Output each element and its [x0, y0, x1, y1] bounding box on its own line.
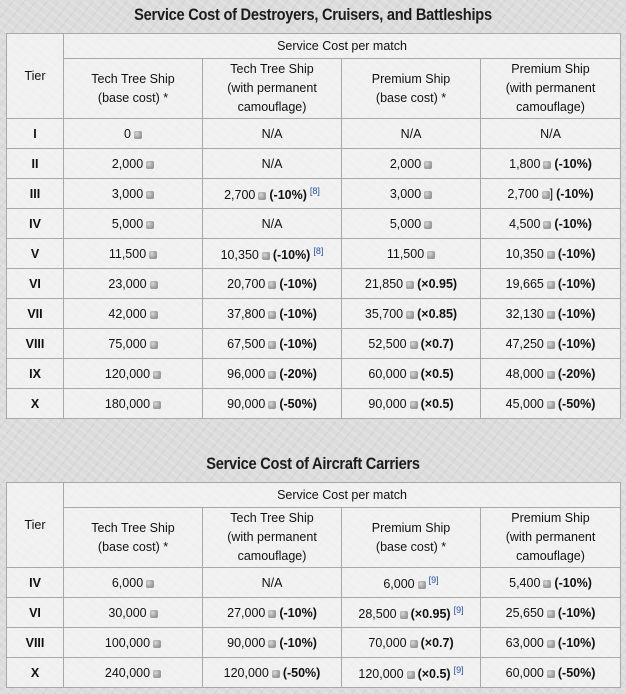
credit-coin-icon — [262, 252, 270, 260]
tech-tree-base-cell — [64, 209, 203, 239]
discount-text: (-10%) — [279, 306, 317, 321]
tech-tree-base-cell — [64, 179, 203, 209]
tech-tree-base-cell — [64, 239, 203, 269]
cost-value: 37,800 — [227, 306, 266, 321]
tech-tree-camo-cell — [203, 389, 342, 419]
credit-coin-icon — [410, 401, 418, 409]
section-title-aircraft-carriers: Service Cost of Aircraft Carriers — [206, 454, 420, 473]
tech-tree-camo-cell — [203, 658, 342, 688]
tech-tree-camo-cell — [203, 329, 342, 359]
multiplier-text: (×0.5) — [420, 366, 454, 381]
reference-link[interactable]: [9] — [428, 574, 439, 585]
cost-value: 45,000 — [505, 396, 544, 411]
cost-value: 90,000 — [227, 635, 266, 650]
credit-coin-icon — [146, 161, 154, 169]
multiplier-text: (×0.85) — [417, 306, 458, 321]
tech-tree-base-cell — [64, 299, 203, 329]
credit-coin-icon — [547, 341, 555, 349]
cost-value: 10,350 — [220, 247, 259, 262]
credit-coin-icon — [268, 281, 276, 289]
credit-coin-icon — [410, 371, 418, 379]
credit-coin-icon — [400, 611, 408, 619]
premium-base-cell — [342, 269, 481, 299]
cost-value: N/A — [540, 126, 561, 141]
premium-camo-cell — [481, 329, 621, 359]
tier-cell: X — [7, 389, 64, 419]
credit-coin-icon — [149, 251, 157, 259]
table-row — [7, 179, 621, 209]
col-header-premium-camo: Premium Ship (with permanent camouflage) — [481, 508, 621, 568]
tier-cell: VI — [7, 269, 64, 299]
discount-text: (-50%) — [557, 665, 596, 680]
tier-header: Tier — [7, 34, 64, 119]
tech-tree-base-cell — [64, 149, 203, 179]
col-header-premium-base: Premium Ship (base cost) * — [342, 59, 481, 119]
reference-link[interactable]: [8] — [309, 185, 320, 196]
premium-base-cell — [342, 568, 481, 598]
multiplier-text: (×0.7) — [420, 635, 454, 650]
credit-coin-icon — [547, 251, 555, 259]
cost-value: 5,000 — [111, 216, 144, 231]
discount-text: (-10%) — [557, 306, 596, 321]
cost-value: 20,700 — [227, 276, 266, 291]
tier-cell: IV — [7, 209, 64, 239]
tier-cell: X — [7, 658, 64, 688]
credit-coin-icon — [258, 192, 266, 200]
table-body — [7, 568, 621, 688]
premium-base-cell — [342, 239, 481, 269]
premium-base-cell — [342, 628, 481, 658]
credit-coin-icon — [410, 341, 418, 349]
cost-value: 25,650 — [505, 605, 544, 620]
cost-value: 2,000 — [111, 156, 144, 171]
cost-value: 67,500 — [227, 336, 266, 351]
cost-value: 120,000 — [104, 366, 151, 381]
premium-camo-cell — [481, 598, 621, 628]
col-header-tech-tree-base: Tech Tree Ship (base cost) * — [64, 508, 203, 568]
discount-text: (-10%) — [557, 635, 596, 650]
premium-base-cell — [342, 329, 481, 359]
cost-value: 11,500 — [108, 246, 147, 261]
discount-text: (-10%) — [269, 187, 307, 202]
premium-camo-cell — [481, 568, 621, 598]
discount-text: (-10%) — [556, 186, 594, 201]
credit-coin-icon — [146, 580, 154, 588]
cost-value: N/A — [400, 126, 422, 141]
table-row — [7, 239, 621, 269]
cost-value: N/A — [261, 126, 283, 141]
tier-cell: II — [7, 149, 64, 179]
service-cost-table-aircraft-carriers — [6, 482, 621, 688]
premium-camo-cell — [481, 179, 621, 209]
discount-text: (-10%) — [557, 246, 596, 261]
premium-camo-cell — [481, 239, 621, 269]
discount-text: (-10%) — [272, 247, 311, 262]
cost-value: 120,000 — [223, 665, 269, 680]
tech-tree-camo-cell — [203, 359, 342, 389]
cost-value: 52,500 — [368, 336, 407, 351]
cost-value: 70,000 — [368, 635, 407, 650]
tech-tree-base-cell — [64, 628, 203, 658]
discount-text: (-20%) — [557, 366, 596, 381]
premium-base-cell — [342, 658, 481, 688]
tech-tree-base-cell — [64, 119, 203, 149]
cost-value: 30,000 — [108, 605, 147, 620]
discount-text: (-20%) — [279, 366, 317, 381]
credit-coin-icon — [150, 610, 158, 618]
credit-coin-icon — [427, 251, 435, 259]
premium-camo-cell — [481, 209, 621, 239]
cost-value: 19,665 — [505, 276, 544, 291]
credit-coin-icon — [543, 161, 551, 169]
credit-coin-icon — [272, 670, 280, 678]
credit-coin-icon — [547, 640, 555, 648]
credit-coin-icon — [153, 640, 161, 648]
premium-camo-cell — [481, 119, 621, 149]
col-header-premium-camo: Premium Ship (with permanent camouflage) — [481, 59, 621, 119]
credit-coin-icon — [547, 610, 555, 618]
cost-value: 240,000 — [104, 665, 151, 680]
discount-text: (-10%) — [279, 635, 317, 650]
tier-header: Tier — [7, 483, 64, 568]
credit-coin-icon — [543, 580, 551, 588]
credit-coin-icon — [150, 281, 158, 289]
credit-coin-icon — [547, 670, 555, 678]
tech-tree-camo-cell — [203, 269, 342, 299]
credit-coin-icon — [150, 341, 158, 349]
cost-value: 120,000 — [358, 666, 404, 681]
tech-tree-base-cell — [64, 359, 203, 389]
cost-value: 0 — [124, 126, 131, 141]
tech-tree-camo-cell — [203, 179, 342, 209]
table-row — [7, 359, 621, 389]
table-row — [7, 598, 621, 628]
credit-coin-icon — [407, 671, 415, 679]
credit-coin-icon — [268, 371, 276, 379]
tech-tree-base-cell — [64, 389, 203, 419]
discount-text: (-10%) — [554, 575, 592, 590]
discount-text: (-10%) — [557, 605, 596, 620]
cost-value: 96,000 — [227, 366, 266, 381]
tier-cell: VI — [7, 598, 64, 628]
premium-base-cell — [342, 179, 481, 209]
service-cost-group-header: Service Cost per match — [64, 483, 621, 508]
discount-text: (-10%) — [279, 605, 317, 620]
service-cost-table-surface-ships — [6, 33, 621, 419]
cost-value: 10,350 — [505, 246, 544, 261]
table-row — [7, 329, 621, 359]
discount-text: (-10%) — [554, 156, 592, 171]
table-row — [7, 299, 621, 329]
credit-coin-icon — [150, 311, 158, 319]
tech-tree-camo-cell — [203, 119, 342, 149]
discount-text: (-50%) — [279, 396, 317, 411]
tech-tree-camo-cell — [203, 628, 342, 658]
table-body — [7, 119, 621, 419]
cost-value: 1,800 — [509, 156, 541, 171]
premium-camo-cell — [481, 658, 621, 688]
credit-coin-icon — [268, 341, 276, 349]
cost-value: 75,000 — [108, 336, 147, 351]
tech-tree-camo-cell — [203, 239, 342, 269]
credit-coin-icon — [146, 191, 154, 199]
premium-base-cell — [342, 299, 481, 329]
cost-value: N/A — [261, 216, 283, 231]
tier-cell: VII — [7, 299, 64, 329]
multiplier-text: (×0.5) — [420, 396, 454, 411]
credit-coin-icon — [406, 281, 414, 289]
cost-value: 3,000 — [111, 186, 144, 201]
cost-value: 90,000 — [227, 396, 266, 411]
cost-value: 35,700 — [364, 306, 404, 321]
reference-link[interactable]: [8] — [313, 245, 324, 256]
multiplier-text: (×0.95) — [410, 606, 451, 621]
cost-value: 4,500 — [509, 216, 541, 231]
col-header-tech-tree-camo: Tech Tree Ship (with permanent camouflage) — [203, 59, 342, 119]
table-row — [7, 628, 621, 658]
col-header-tech-tree-camo: Tech Tree Ship (with permanent camouflage) — [203, 508, 342, 568]
cost-value: N/A — [261, 156, 283, 171]
cost-value: 11,500 — [386, 246, 425, 261]
reference-link[interactable]: [9] — [453, 604, 464, 615]
premium-base-cell — [342, 389, 481, 419]
premium-camo-cell — [481, 269, 621, 299]
cost-value: 3,000 — [389, 186, 422, 201]
tier-cell: VIII — [7, 628, 64, 658]
cost-value: 6,000 — [383, 576, 415, 591]
credit-coin-icon — [146, 221, 154, 229]
bracket-text: ] — [549, 186, 554, 201]
discount-text: (-10%) — [557, 276, 596, 291]
credit-coin-icon — [153, 670, 161, 678]
premium-camo-cell — [481, 359, 621, 389]
tier-cell: V — [7, 239, 64, 269]
tech-tree-base-cell — [64, 329, 203, 359]
cost-value: 60,000 — [505, 665, 544, 680]
credit-coin-icon — [268, 401, 276, 409]
cost-value: 90,000 — [368, 396, 407, 411]
discount-text: (-10%) — [279, 276, 317, 291]
credit-coin-icon — [424, 191, 432, 199]
tech-tree-camo-cell — [203, 209, 342, 239]
credit-coin-icon — [406, 311, 414, 319]
premium-base-cell — [342, 359, 481, 389]
premium-base-cell — [342, 149, 481, 179]
credit-coin-icon — [547, 371, 555, 379]
table-row — [7, 269, 621, 299]
section-title-destroyers-cruisers-battleships: Service Cost of Destroyers, Cruisers, and Battleships — [134, 5, 492, 24]
tier-cell: III — [7, 179, 64, 209]
credit-coin-icon — [268, 610, 276, 618]
table-row — [7, 568, 621, 598]
credit-coin-icon — [543, 221, 551, 229]
premium-camo-cell — [481, 299, 621, 329]
table-row — [7, 209, 621, 239]
multiplier-text: (×0.5) — [417, 666, 451, 681]
cost-value: 180,000 — [104, 396, 151, 411]
discount-text: (-50%) — [282, 665, 321, 680]
cost-value: 28,500 — [358, 606, 397, 621]
credit-coin-icon — [134, 131, 142, 139]
credit-coin-icon — [153, 401, 161, 409]
credit-coin-icon — [153, 371, 161, 379]
cost-value: N/A — [261, 575, 283, 590]
premium-base-cell — [342, 209, 481, 239]
cost-value: 27,000 — [227, 605, 266, 620]
cost-value: 2,000 — [389, 156, 422, 171]
service-cost-group-header: Service Cost per match — [64, 34, 621, 59]
multiplier-text: (×0.95) — [417, 276, 458, 291]
col-header-premium-base: Premium Ship (base cost) * — [342, 508, 481, 568]
credit-coin-icon — [542, 191, 550, 199]
premium-camo-cell — [481, 389, 621, 419]
cost-value: 32,130 — [505, 306, 544, 321]
discount-text: (-10%) — [279, 336, 317, 351]
multiplier-text: (×0.7) — [420, 336, 454, 351]
tech-tree-base-cell — [64, 269, 203, 299]
tech-tree-camo-cell — [203, 299, 342, 329]
credit-coin-icon — [410, 640, 418, 648]
tier-cell: IX — [7, 359, 64, 389]
credit-coin-icon — [268, 640, 276, 648]
tier-cell: I — [7, 119, 64, 149]
cost-value: 47,250 — [505, 336, 544, 351]
premium-camo-cell — [481, 149, 621, 179]
premium-camo-cell — [481, 628, 621, 658]
cost-value: 2,700 — [507, 186, 539, 201]
credit-coin-icon — [547, 281, 555, 289]
table-row — [7, 389, 621, 419]
cost-value: 42,000 — [108, 306, 147, 321]
tech-tree-camo-cell — [203, 598, 342, 628]
table-row — [7, 658, 621, 688]
tech-tree-camo-cell — [203, 149, 342, 179]
credit-coin-icon — [418, 581, 426, 589]
col-header-tech-tree-base: Tech Tree Ship (base cost) * — [64, 59, 203, 119]
cost-value: 63,000 — [505, 635, 544, 650]
credit-coin-icon — [547, 311, 555, 319]
tier-cell: IV — [7, 568, 64, 598]
cost-value: 48,000 — [505, 366, 544, 381]
credit-coin-icon — [424, 221, 432, 229]
tech-tree-camo-cell — [203, 568, 342, 598]
tech-tree-base-cell — [64, 598, 203, 628]
tech-tree-base-cell — [64, 658, 203, 688]
cost-value: 5,400 — [509, 575, 541, 590]
cost-value: 23,000 — [108, 276, 147, 291]
credit-coin-icon — [547, 401, 555, 409]
discount-text: (-10%) — [554, 216, 592, 231]
table-row — [7, 119, 621, 149]
cost-value: 5,000 — [389, 216, 422, 231]
tier-cell: VIII — [7, 329, 64, 359]
reference-link[interactable]: [9] — [453, 664, 464, 675]
discount-text: (-50%) — [557, 396, 596, 411]
cost-value: 21,850 — [364, 276, 404, 291]
credit-coin-icon — [268, 311, 276, 319]
table-row — [7, 149, 621, 179]
credit-coin-icon — [424, 161, 432, 169]
cost-value: 100,000 — [104, 635, 151, 650]
premium-base-cell — [342, 598, 481, 628]
discount-text: (-10%) — [557, 336, 596, 351]
tech-tree-base-cell — [64, 568, 203, 598]
cost-value: 60,000 — [368, 366, 407, 381]
cost-value: 6,000 — [111, 575, 144, 590]
cost-value: 2,700 — [224, 187, 256, 202]
premium-base-cell — [342, 119, 481, 149]
